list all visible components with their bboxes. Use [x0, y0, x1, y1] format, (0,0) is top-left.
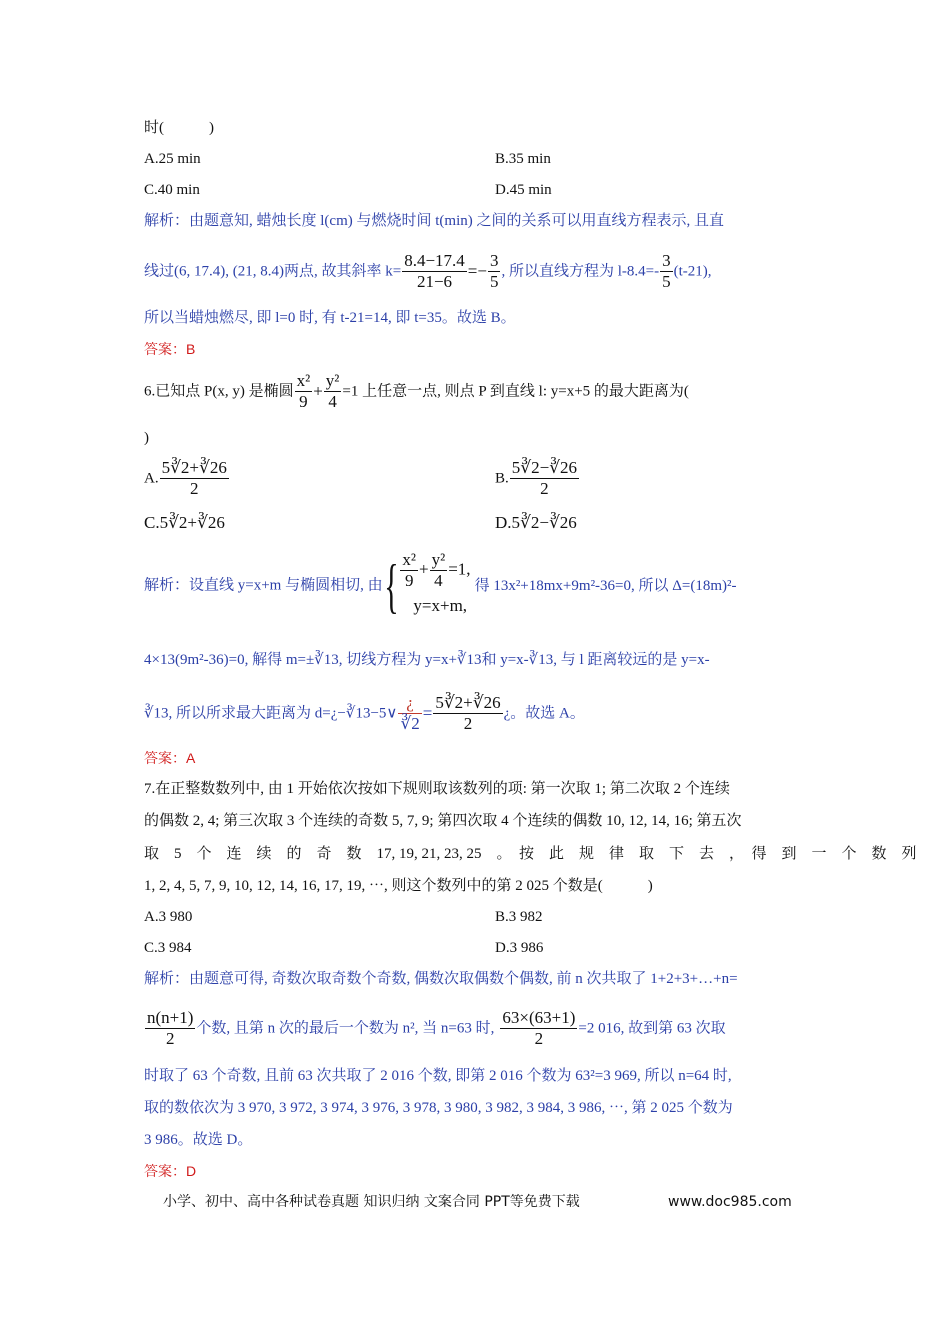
q7-stem-line3: 取 5 个 连 续 的 奇 数 17, 19, 21, 23, 25 。 按 此 规 律 取 下 去 ， 得 到 一 个 数 列 — [144, 846, 917, 862]
q6-equation-system — [399, 550, 470, 621]
q6-option-b-den: 2 — [540, 479, 549, 498]
q6-option-b-frac — [510, 458, 579, 499]
q6-solution-line1 — [144, 550, 737, 621]
q6-frac-result — [433, 693, 502, 734]
q5-option-b[interactable]: B.35 min — [495, 151, 551, 167]
q5-solution-line2 — [144, 251, 712, 292]
q6-eq: = — [422, 703, 433, 723]
q6-option-c[interactable]: C.5∛2+∛26 — [144, 513, 225, 532]
q6-option-d[interactable]: D.5∛2−∛26 — [495, 513, 577, 532]
q7-solution-line4: 取的数依次为 3 970, 3 972, 3 974, 3 976, 3 978, 3 980, 3 982, 3 984, 3 986, ⋯, 第 2 025 个数为 — [144, 1100, 733, 1116]
q6-frac-x-num: x² — [296, 371, 311, 390]
q6-option-a[interactable] — [144, 458, 230, 499]
q6-frac-d-num: ¿ — [398, 693, 421, 714]
q6-sys-frac-x — [400, 550, 418, 591]
q7-sol2-post: =2 016, 故到第 63 次取 — [578, 1020, 726, 1037]
q5-solution-line1: 解析：由题意知, 蜡烛长度 l(cm) 与燃烧时间 t(min) 之间的关系可以用直线方程表示, 且直 — [144, 213, 724, 229]
q7-option-b[interactable]: B.3 982 — [495, 909, 543, 925]
q7-stem-line2: 的偶数 2, 4; 第三次取 3 个连续的奇数 5, 7, 9; 第四次取 4 个连续的偶数 10, 12, 14, 16; 第五次 — [144, 813, 742, 829]
q6-frac-y-num: y² — [325, 371, 340, 390]
q6-option-a-frac — [160, 458, 229, 499]
q7-solution-line5: 3 986。故选 D。 — [144, 1132, 253, 1148]
q6-system-brace: { — [383, 552, 399, 619]
q5-sol2-mid: , 所以直线方程为 l-8.4=- — [501, 263, 660, 280]
q6-answer: 答案：A — [144, 750, 196, 766]
q6-sol1-post: 得 13x²+18mx+9m²-36=0, 所以 Δ=(18m)²- — [474, 577, 737, 594]
q7-frac-n-num: n(n+1) — [147, 1008, 194, 1027]
q6-frac-x — [295, 371, 313, 412]
q5-answer: 答案：B — [144, 341, 196, 357]
q6-solution-line3 — [144, 693, 585, 734]
q5-frac-35-b — [660, 251, 673, 292]
q6-plus: + — [313, 381, 323, 401]
q6-option-a-den: 2 — [189, 479, 199, 498]
q6-sys-frac-x-den: 9 — [404, 571, 414, 590]
q6-frac-x-den: 9 — [299, 392, 308, 411]
q6-frac-y — [324, 371, 342, 412]
q5-sol2-pre: 线过(6, 17.4), (21, 8.4)两点, 故其斜率 k= — [144, 263, 402, 280]
q5-option-d[interactable]: D.45 min — [495, 182, 552, 198]
q6-frac-result-num: 5∛2+∛26 — [435, 693, 501, 712]
q5-slope-num: 8.4−17.4 — [404, 251, 465, 270]
q6-sys-frac-y-num: y² — [431, 550, 446, 569]
q6-option-b-num: 5∛2−∛26 — [511, 458, 578, 477]
q6-option-a-num: 5∛2+∛26 — [161, 458, 227, 477]
q6-sys-row1-post: =1, — [448, 559, 471, 579]
q5-frac-35-num: 3 — [489, 251, 499, 270]
q6-sys-frac-x-num: x² — [402, 550, 417, 569]
q6-solution-line2: 4×13(9m²-36)=0, 解得 m=±∛13, 切线方程为 y=x+∛13和 y=x-∛13, 与 l 距离较远的是 y=x- — [144, 652, 710, 668]
q6-frac-result-den: 2 — [463, 714, 473, 733]
q5-option-a[interactable]: A.25 min — [144, 151, 201, 167]
q6-option-a-label: A. — [144, 470, 159, 487]
q7-option-a[interactable]: A.3 980 — [144, 909, 193, 925]
q6-option-b-label: B. — [495, 470, 509, 487]
q5-frac-35 — [488, 251, 501, 292]
q6-sol1-pre: 解析：设直线 y=x+m 与椭圆相切, 由 — [144, 577, 383, 594]
q6-frac-d — [398, 693, 421, 734]
q5-eq-neg: =− — [467, 261, 487, 281]
q6-frac-y-den: 4 — [328, 392, 337, 411]
q6-sys-frac-y — [430, 550, 448, 591]
q6-stem-pre: 6.已知点 P(x, y) 是椭圆 — [144, 383, 294, 400]
q7-solution-line1: 解析：由题意可得, 奇数次取奇数个奇数, 偶数次取偶数个偶数, 前 n 次共取了 1+2+3+…+n= — [144, 971, 738, 987]
q5-sol2-post: (t-21), — [673, 263, 712, 280]
q5-slope-fraction — [402, 251, 467, 292]
q7-frac-n — [145, 1008, 195, 1049]
q6-stem-close: ) — [144, 430, 149, 446]
q6-sol3-post: ¿。故选 A。 — [503, 705, 585, 722]
q7-answer: 答案：D — [144, 1163, 197, 1179]
q7-stem-line4: 1, 2, 4, 5, 7, 9, 10, 12, 14, 16, 17, 19, ⋯, 则这个数列中的第 2 025 个数是( ) — [144, 878, 653, 894]
q6-sol3-pre: ∛13, 所以所求最大距离为 d=¿−∛13−5∨ — [144, 705, 398, 722]
q5-slope-den: 21−6 — [416, 272, 453, 291]
q5-frac-35b-num: 3 — [662, 251, 671, 270]
q6-sys-frac-y-den: 4 — [434, 571, 443, 590]
q7-option-d[interactable]: D.3 986 — [495, 940, 544, 956]
q5-solution-line3: 所以当蜡烛燃尽, 即 l=0 时, 有 t-21=14, 即 t=35。故选 B。 — [144, 310, 516, 326]
q6-frac-d-den: ∛2 — [400, 714, 420, 733]
q7-frac-n-den: 2 — [165, 1029, 175, 1048]
q7-frac-63-den: 2 — [534, 1029, 544, 1048]
q5-stem-tail: 时( ) — [144, 120, 214, 136]
q6-system-row1 — [399, 550, 470, 591]
footer-url[interactable]: www.doc985.com — [668, 1194, 792, 1210]
q6-sys-plus: + — [419, 559, 429, 579]
q5-frac-35b-den: 5 — [662, 272, 671, 291]
q7-option-c[interactable]: C.3 984 — [144, 940, 192, 956]
q5-option-c[interactable]: C.40 min — [144, 182, 200, 198]
q6-stem — [144, 371, 689, 412]
q7-frac-63 — [500, 1008, 577, 1049]
q7-stem-line1: 7.在正整数数列中, 由 1 开始依次按如下规则取该数列的项: 第一次取 1; 第二次取 2 个连续 — [144, 781, 730, 797]
q6-option-b[interactable] — [495, 458, 580, 499]
q6-system-row2: y=x+m, — [413, 596, 468, 615]
q7-frac-63-num: 63×(63+1) — [502, 1008, 576, 1027]
footer-text: 小学、初中、高中各种试卷真题 知识归纳 文案合同 PPT等免费下载 — [163, 1194, 580, 1210]
q7-solution-line3: 时取了 63 个奇数, 且前 63 次共取了 2 016 个数, 即第 2 016 个数为 63²=3 969, 所以 n=64 时, — [144, 1068, 732, 1084]
q5-frac-35-den: 5 — [489, 272, 499, 291]
q7-solution-line2 — [144, 1008, 726, 1049]
q6-stem-post: =1 上任意一点, 则点 P 到直线 l: y=x+5 的最大距离为( — [342, 383, 689, 400]
q7-sol2-mid: 个数, 且第 n 次的最后一个数为 n², 当 n=63 时, — [196, 1020, 495, 1037]
